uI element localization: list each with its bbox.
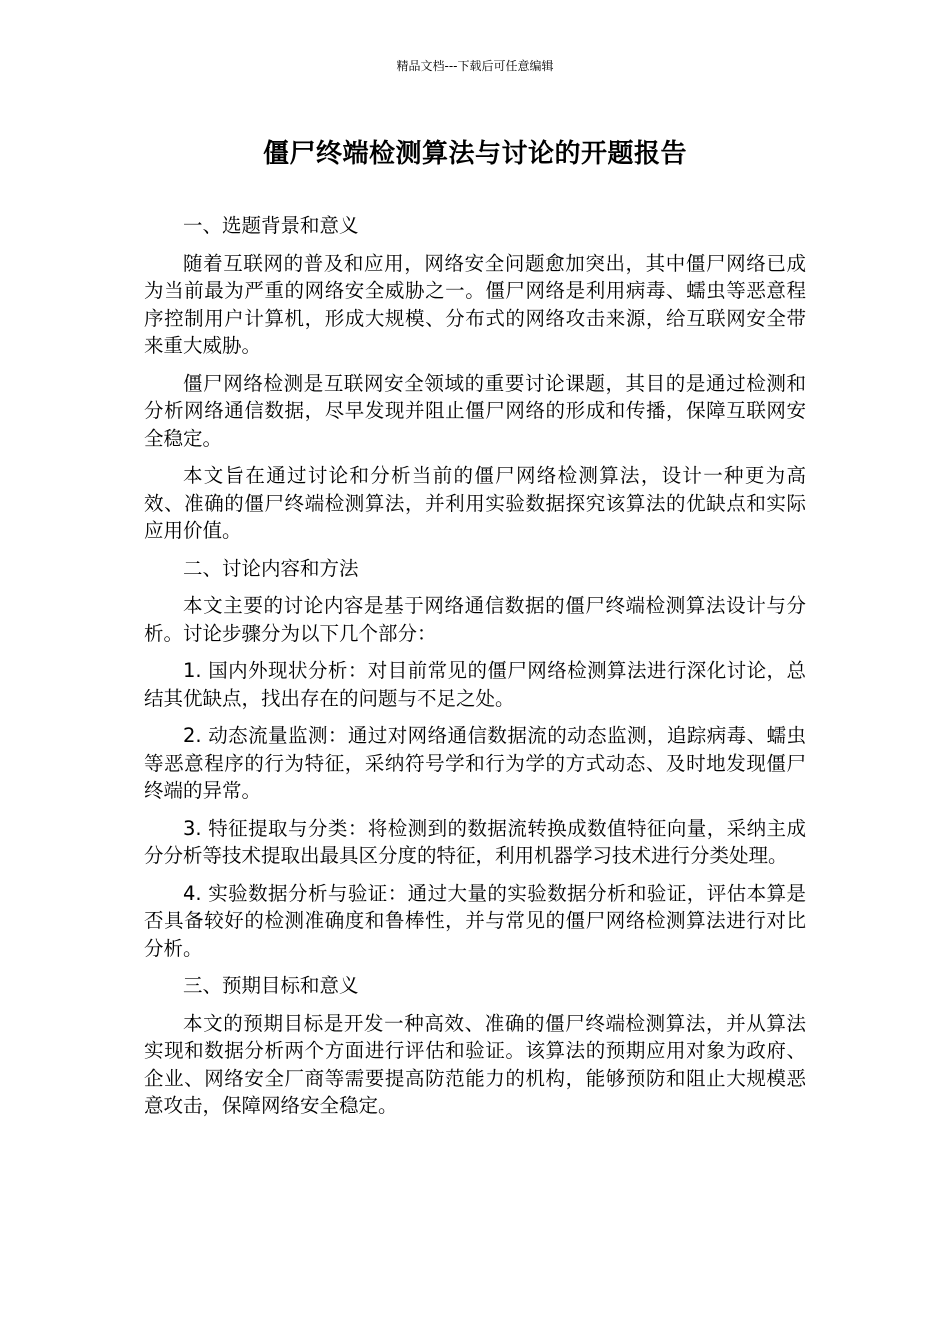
list-item: 3. 特征提取与分类：将检测到的数据流转换成数值特征向量，采纳主成分分析等技术提取出最具区分度的特征，利用机器学习技术进行分类处理。 (144, 816, 806, 867)
header-note: 精品文档---下载后可任意编辑 (396, 59, 554, 73)
list-item: 1. 国内外现状分析：对目前常见的僵尸网络检测算法进行深化讨论，总结其优缺点，找出存在的问题与不足之处。 (144, 659, 806, 710)
paragraph: 僵尸网络检测是互联网安全领域的重要讨论课题，其目的是通过检测和分析网络通信数据，尽早发现并阻止僵尸网络的形成和传播，保障互联网安全稳定。 (144, 371, 806, 450)
section-heading: 二、讨论内容和方法 (183, 556, 359, 580)
document-title: 僵尸终端检测算法与讨论的开题报告 (262, 139, 687, 169)
list-item: 4. 实验数据分析与验证：通过大量的实验数据分析和验证，评估本算是否具备较好的检测准确度和鲁棒性，并与常见的僵尸网络检测算法进行对比分析。 (144, 881, 806, 960)
paragraph: 本文旨在通过讨论和分析当前的僵尸网络检测算法，设计一种更为高效、准确的僵尸终端检测算法，并利用实验数据探究该算法的优缺点和实际应用价值。 (144, 464, 806, 542)
section-heading: 一、选题背景和意义 (183, 214, 359, 237)
list-item: 2. 动态流量监测：通过对网络通信数据流的动态监测，追踪病毒、蠕虫等恶意程序的行为特征，采纳符号学和行为学的方式动态、及时地发现僵尸终端的异常。 (144, 724, 806, 802)
document-body (144, 212, 806, 1130)
paragraph: 本文的预期目标是开发一种高效、准确的僵尸终端检测算法，并从算法实现和数据分析两个方面进行评估和验证。该算法的预期应用对象为政府、企业、网络安全厂商等需要提高防范能力的机构，能够预防和阻止大规模恶意攻击，保障网络安全稳定。 (144, 1011, 806, 1117)
paragraph: 本文主要的讨论内容是基于网络通信数据的僵尸终端检测算法设计与分析。讨论步骤分为以下几个部分： (144, 594, 806, 645)
paragraph: 随着互联网的普及和应用，网络安全问题愈加突出，其中僵尸网络已成为当前最为严重的网络安全威胁之一。僵尸网络是利用病毒、蠕虫等恶意程序控制用户计算机，形成大规模、分布式的网络攻击来源，给互联网安全带来重大威胁。 (144, 251, 806, 357)
section-heading: 三、预期目标和意义 (183, 974, 359, 997)
